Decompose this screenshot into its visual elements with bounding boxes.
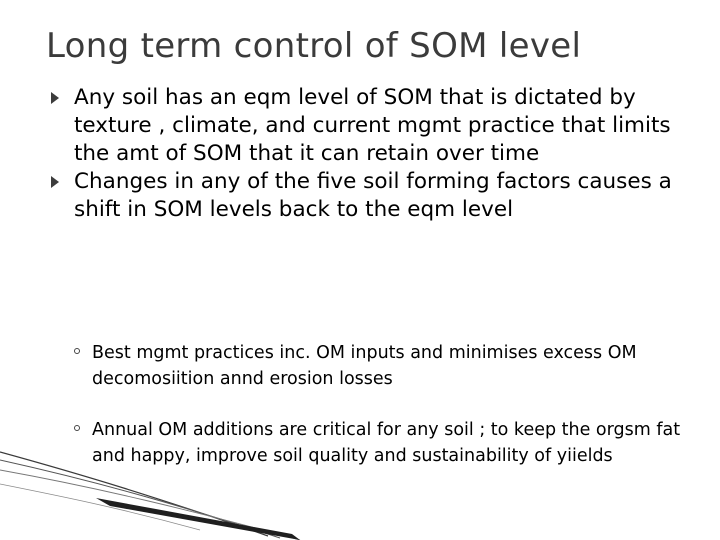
swoosh-wedge [96, 498, 300, 540]
sub-bullet-text: Best mgmt practices inc. OM inputs and minimises excess OM decomosiition annd erosion losses [92, 343, 637, 389]
bullet-list [0, 84, 720, 224]
bullet-item [0, 84, 720, 168]
bullet-text: Changes in any of the five soil forming factors causes a shift in SOM levels back to the eqm level [74, 169, 672, 222]
sub-bullet-item [0, 417, 720, 469]
slide-title: Long term control of SOM level [46, 26, 582, 66]
sub-bullet-text: Annual OM additions are critical for any soil ; to keep the orgsm fat and happy, improve soil quality and sustainability of yiields [92, 420, 681, 466]
circle-bullet-icon [74, 348, 80, 354]
triangle-bullet-icon [51, 176, 59, 188]
swoosh-line [0, 460, 280, 538]
sub-bullet-item [0, 340, 720, 392]
bullet-text: Any soil has an eqm level of SOM that is dictated by texture , climate, and current mgmt practice that limits the amt of SOM that it can retain over time [74, 85, 671, 166]
swoosh-line [0, 470, 300, 540]
swoosh-line [0, 484, 200, 530]
sub-bullet-list [0, 340, 720, 469]
triangle-bullet-icon [51, 92, 59, 104]
bullet-item [0, 168, 720, 224]
circle-bullet-icon [74, 425, 80, 431]
